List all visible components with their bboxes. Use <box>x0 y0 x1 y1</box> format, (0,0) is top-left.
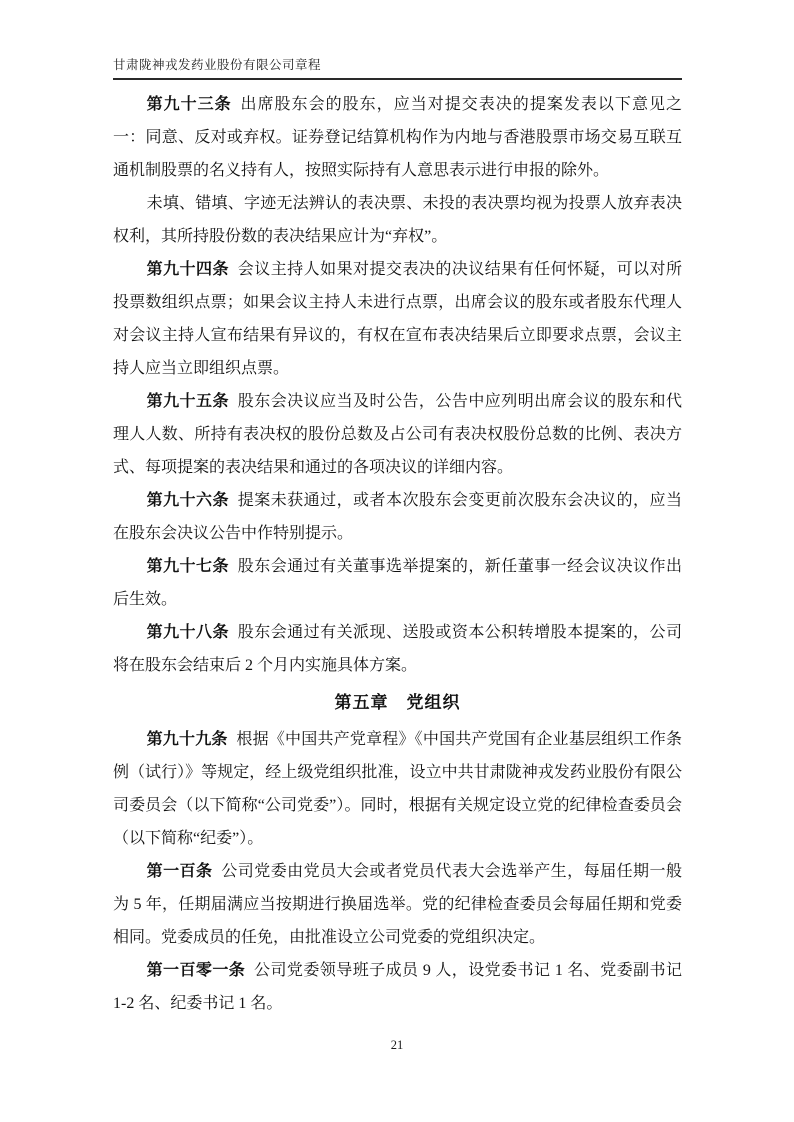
article-93-paragraph-2 <box>113 187 682 253</box>
article-100 <box>113 855 682 954</box>
article-96 <box>113 484 682 550</box>
article-number: 第九十四条 <box>146 261 229 278</box>
article-number: 第九十八条 <box>146 624 229 641</box>
article-text: 出席股东会的股东，应当对提交表决的提案发表以下意见之一：同意、反对或弃权。证券登记结算机构作为内地与香港股票市场交易互联互通机制股票的名义持有人，按照实际持有人意思表示进行申报的除外。 <box>113 96 682 179</box>
article-text: 公司党委领导班子成员 9 人，设党委书记 1 名、党委副书记 1-2 名、纪委书记 1 名。 <box>113 962 682 1012</box>
article-95 <box>113 385 682 484</box>
article-text: 股东会通过有关派现、送股或资本公积转增股本提案的，公司将在股东会结束后 2 个月内实施具体方案。 <box>113 624 682 674</box>
article-number: 第九十三条 <box>146 96 232 113</box>
document-body <box>113 88 682 1020</box>
page-number: 21 <box>390 1038 404 1052</box>
header-title: 甘肃陇神戎发药业股份有限公司章程 <box>113 58 322 72</box>
article-number: 第九十九条 <box>146 731 228 748</box>
article-text: 公司党委由党员大会或者党员代表大会选举产生，每届任期一般为 5 年，任期届满应当按期进行换届选举。党的纪律检查委员会每届任期和党委相同。党委成员的任免，由批准设立公司党委的党组织决定。 <box>113 863 682 946</box>
article-number: 第九十七条 <box>146 558 229 575</box>
article-number: 第九十六条 <box>146 492 229 509</box>
article-98 <box>113 616 682 682</box>
paragraph-text: 未填、错填、字迹无法辨认的表决票、未投的表决票均视为投票人放弃表决权利，其所持股份数的表决结果应计为“弃权”。 <box>113 195 682 245</box>
chapter-heading: 第五章 党组织 <box>334 693 461 712</box>
article-97 <box>113 550 682 616</box>
article-text: 会议主持人如果对提交表决的决议结果有任何怀疑，可以对所投票数组织点票；如果会议主持人未进行点票，出席会议的股东或者股东代理人对会议主持人宣布结果有异议的，有权在宣布表决结果后立即要求点票，会议主持人应当立即组织点票。 <box>113 261 682 377</box>
page-header <box>113 56 682 80</box>
article-text: 提案未获通过，或者本次股东会变更前次股东会决议的，应当在股东会决议公告中作特别提示。 <box>113 492 682 542</box>
article-number: 第一百条 <box>146 863 213 880</box>
article-number: 第九十五条 <box>146 393 229 410</box>
article-text: 根据《中国共产党章程》《中国共产党国有企业基层组织工作条例（试行）》等规定，经上级党组织批准，设立中共甘肃陇神戎发药业股份有限公司委员会（以下简称“公司党委”）。同时，根据有关规定设立党的纪律检查委员会（以下简称“纪委”）。 <box>113 731 682 847</box>
article-text: 股东会决议应当及时公告，公告中应列明出席会议的股东和代理人人数、所持有表决权的股份总数及占公司有表决权股份总数的比例、表决方式、每项提案的表决结果和通过的各项决议的详细内容。 <box>113 393 682 476</box>
article-94 <box>113 253 682 385</box>
article-number: 第一百零一条 <box>146 962 246 979</box>
article-99 <box>113 723 682 855</box>
article-93 <box>113 88 682 187</box>
article-text: 股东会通过有关董事选举提案的，新任董事一经会议决议作出后生效。 <box>113 558 682 608</box>
article-101 <box>113 954 682 1020</box>
